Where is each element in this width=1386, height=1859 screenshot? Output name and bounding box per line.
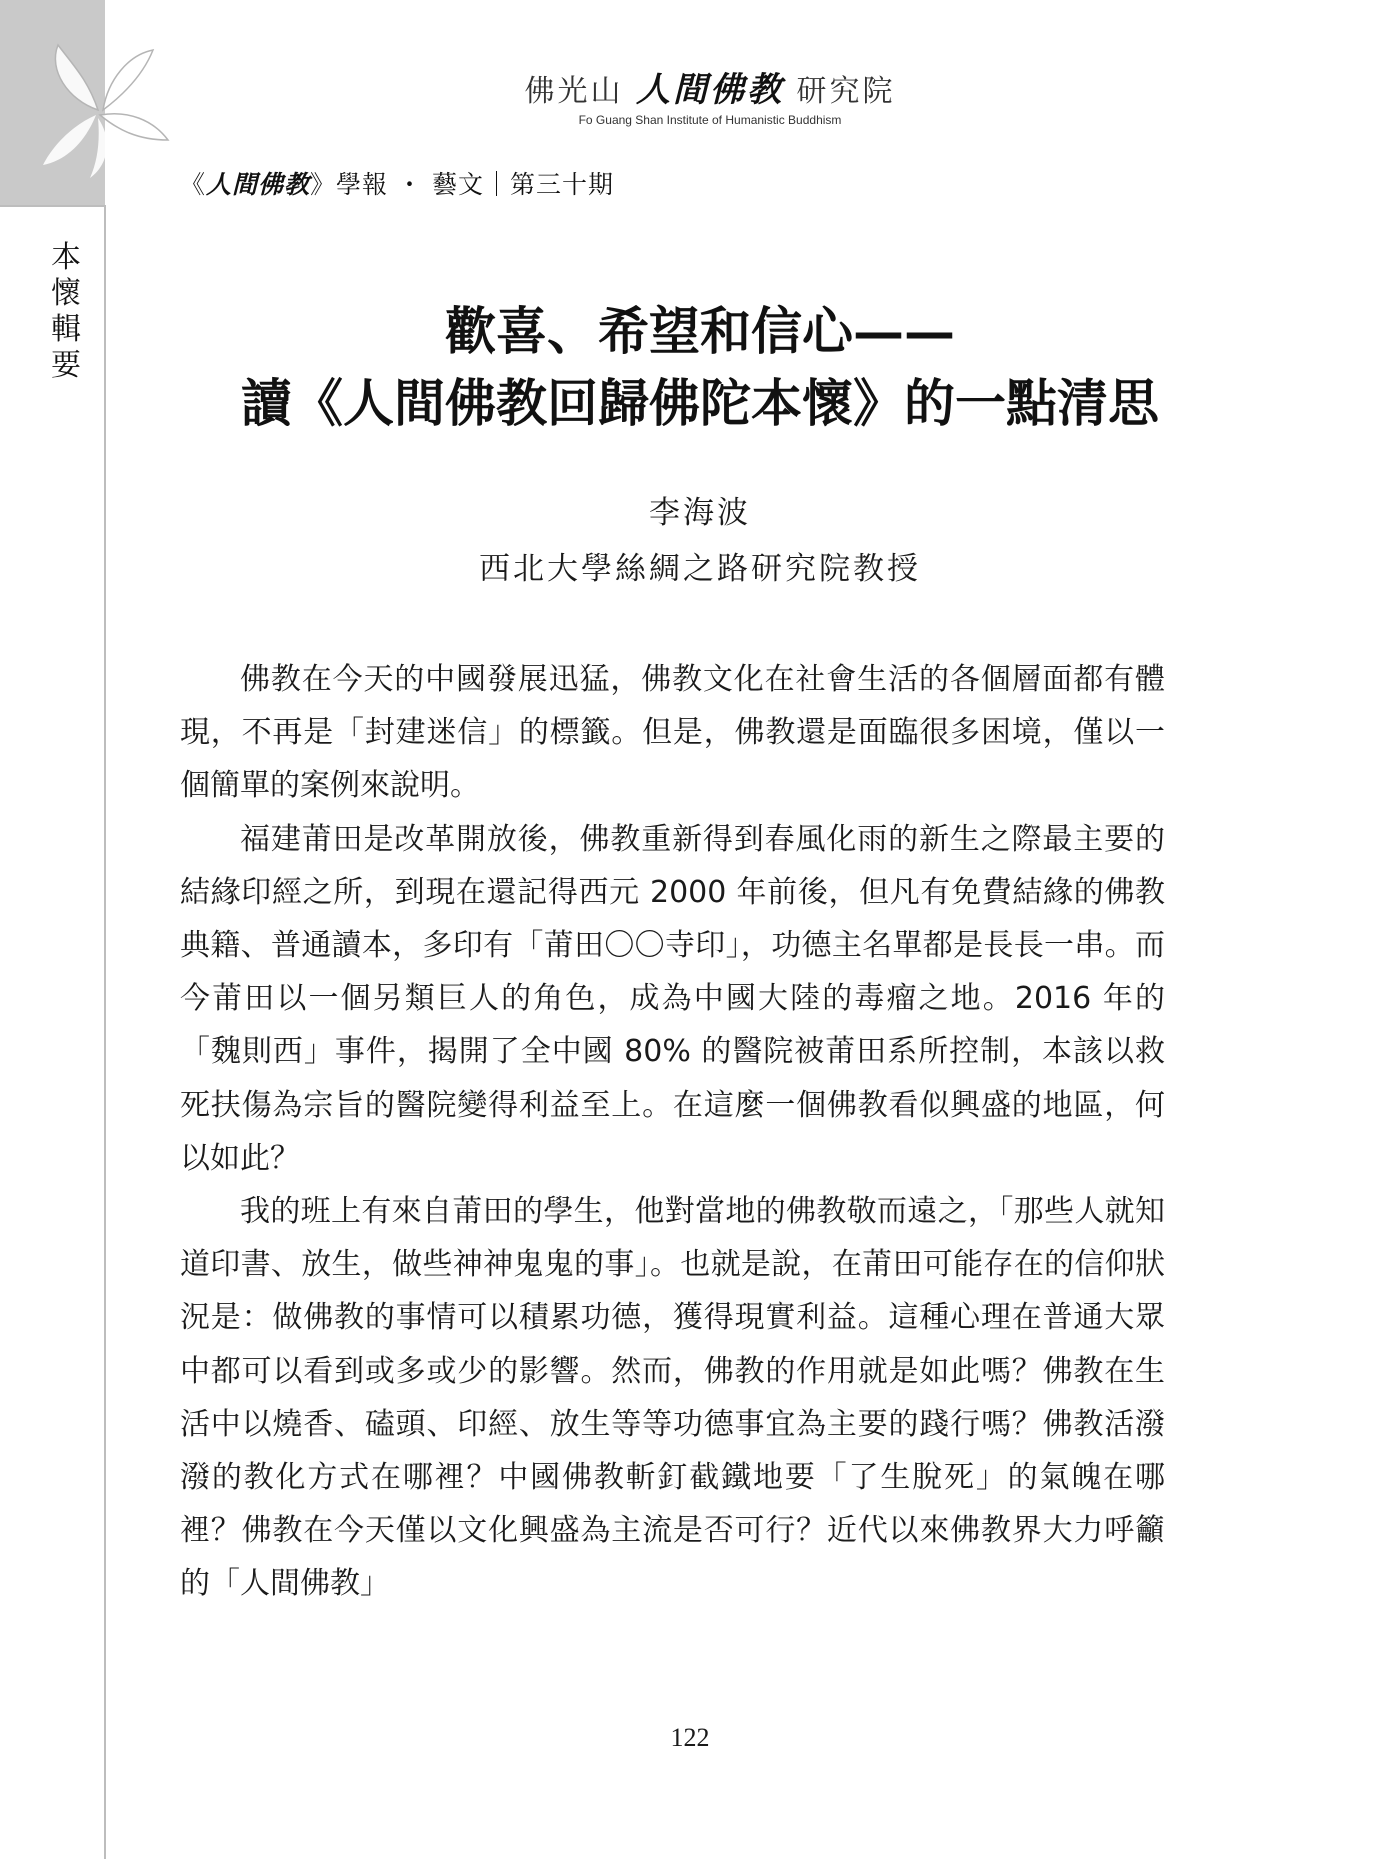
institute-name-left: 佛光山 [524,74,624,109]
article-body [180,653,1165,1611]
section-tab: 本懷輯要 [51,240,81,383]
institute-name-right: 研究院 [796,74,896,109]
author-affiliation: 西北大學絲綢之路研究院教授 [479,551,921,587]
page-number: 122 [670,1723,710,1752]
body-paragraph: 佛教在今天的中國發展迅猛，佛教文化在社會生活的各個層面都有體現，不再是「封建迷信」的標籤。但是，佛教還是面臨很多困境，僅以一個簡單的案例來說明。 [180,662,1165,804]
author-name: 李海波 [649,495,751,531]
article-title-line1: 歡喜、希望和信心—— [444,302,955,362]
journal-name: 人間佛教 [206,170,311,199]
article-title-line2: 讀《人間佛教回歸佛陀本懷》的一點清思 [240,374,1159,434]
institute-english-name: Fo Guang Shan Institute of Humanistic Buddhism [578,113,842,127]
margin-line [104,205,106,1859]
journal-issue: 學報 ・ 藝文｜第三十期 [336,170,614,199]
institute-brand: 人間佛教 [636,70,784,110]
journal-open-bracket: 《 [180,170,207,199]
side-divider [0,205,105,207]
institute-name [490,62,930,111]
journal-close-bracket: 》 [310,170,337,199]
body-paragraph: 福建莆田是改革開放後，佛教重新得到春風化雨的新生之際最主要的結緣印經之所，到現在還記得西元 2000 年前後，但凡有免費結緣的佛教典籍、普通讀本，多印有「莆田〇〇寺印」，功德主名單都是長長一串。而今莆田以一個另類巨人的角色，成為中國大陸的毒瘤之地。2016 年的「魏則西」事件，揭開了全中國 80% 的醫院被莆田系所控制，本該以救死扶傷為宗旨的醫院變得利益至上。在這麼一個佛教看似興盛的地區，何以如此？ [180,821,1165,1176]
lotus-logo-icon [28,30,178,180]
body-paragraph: 我的班上有來自莆田的學生，他對當地的佛教敬而遠之，「那些人就知道印書、放生，做些神神鬼鬼的事」。也就是說，在莆田可能存在的信仰狀況是：做佛教的事情可以積累功德，獲得現實利益。這種心理在普通大眾中都可以看到或多或少的影響。然而，佛教的作用就是如此嗎？佛教在生活中以燒香、磕頭、印經、放生等等功德事宜為主要的踐行嗎？佛教活潑潑的教化方式在哪裡？中國佛教斬釘截鐵地要「了生脫死」的氣魄在哪裡？佛教在今天僅以文化興盛為主流是否可行？近代以來佛教界大力呼籲的「人間佛教」 [180,1194,1165,1602]
article-title [150,296,1250,440]
journal-running-head [180,165,614,201]
institute-header [490,62,930,127]
